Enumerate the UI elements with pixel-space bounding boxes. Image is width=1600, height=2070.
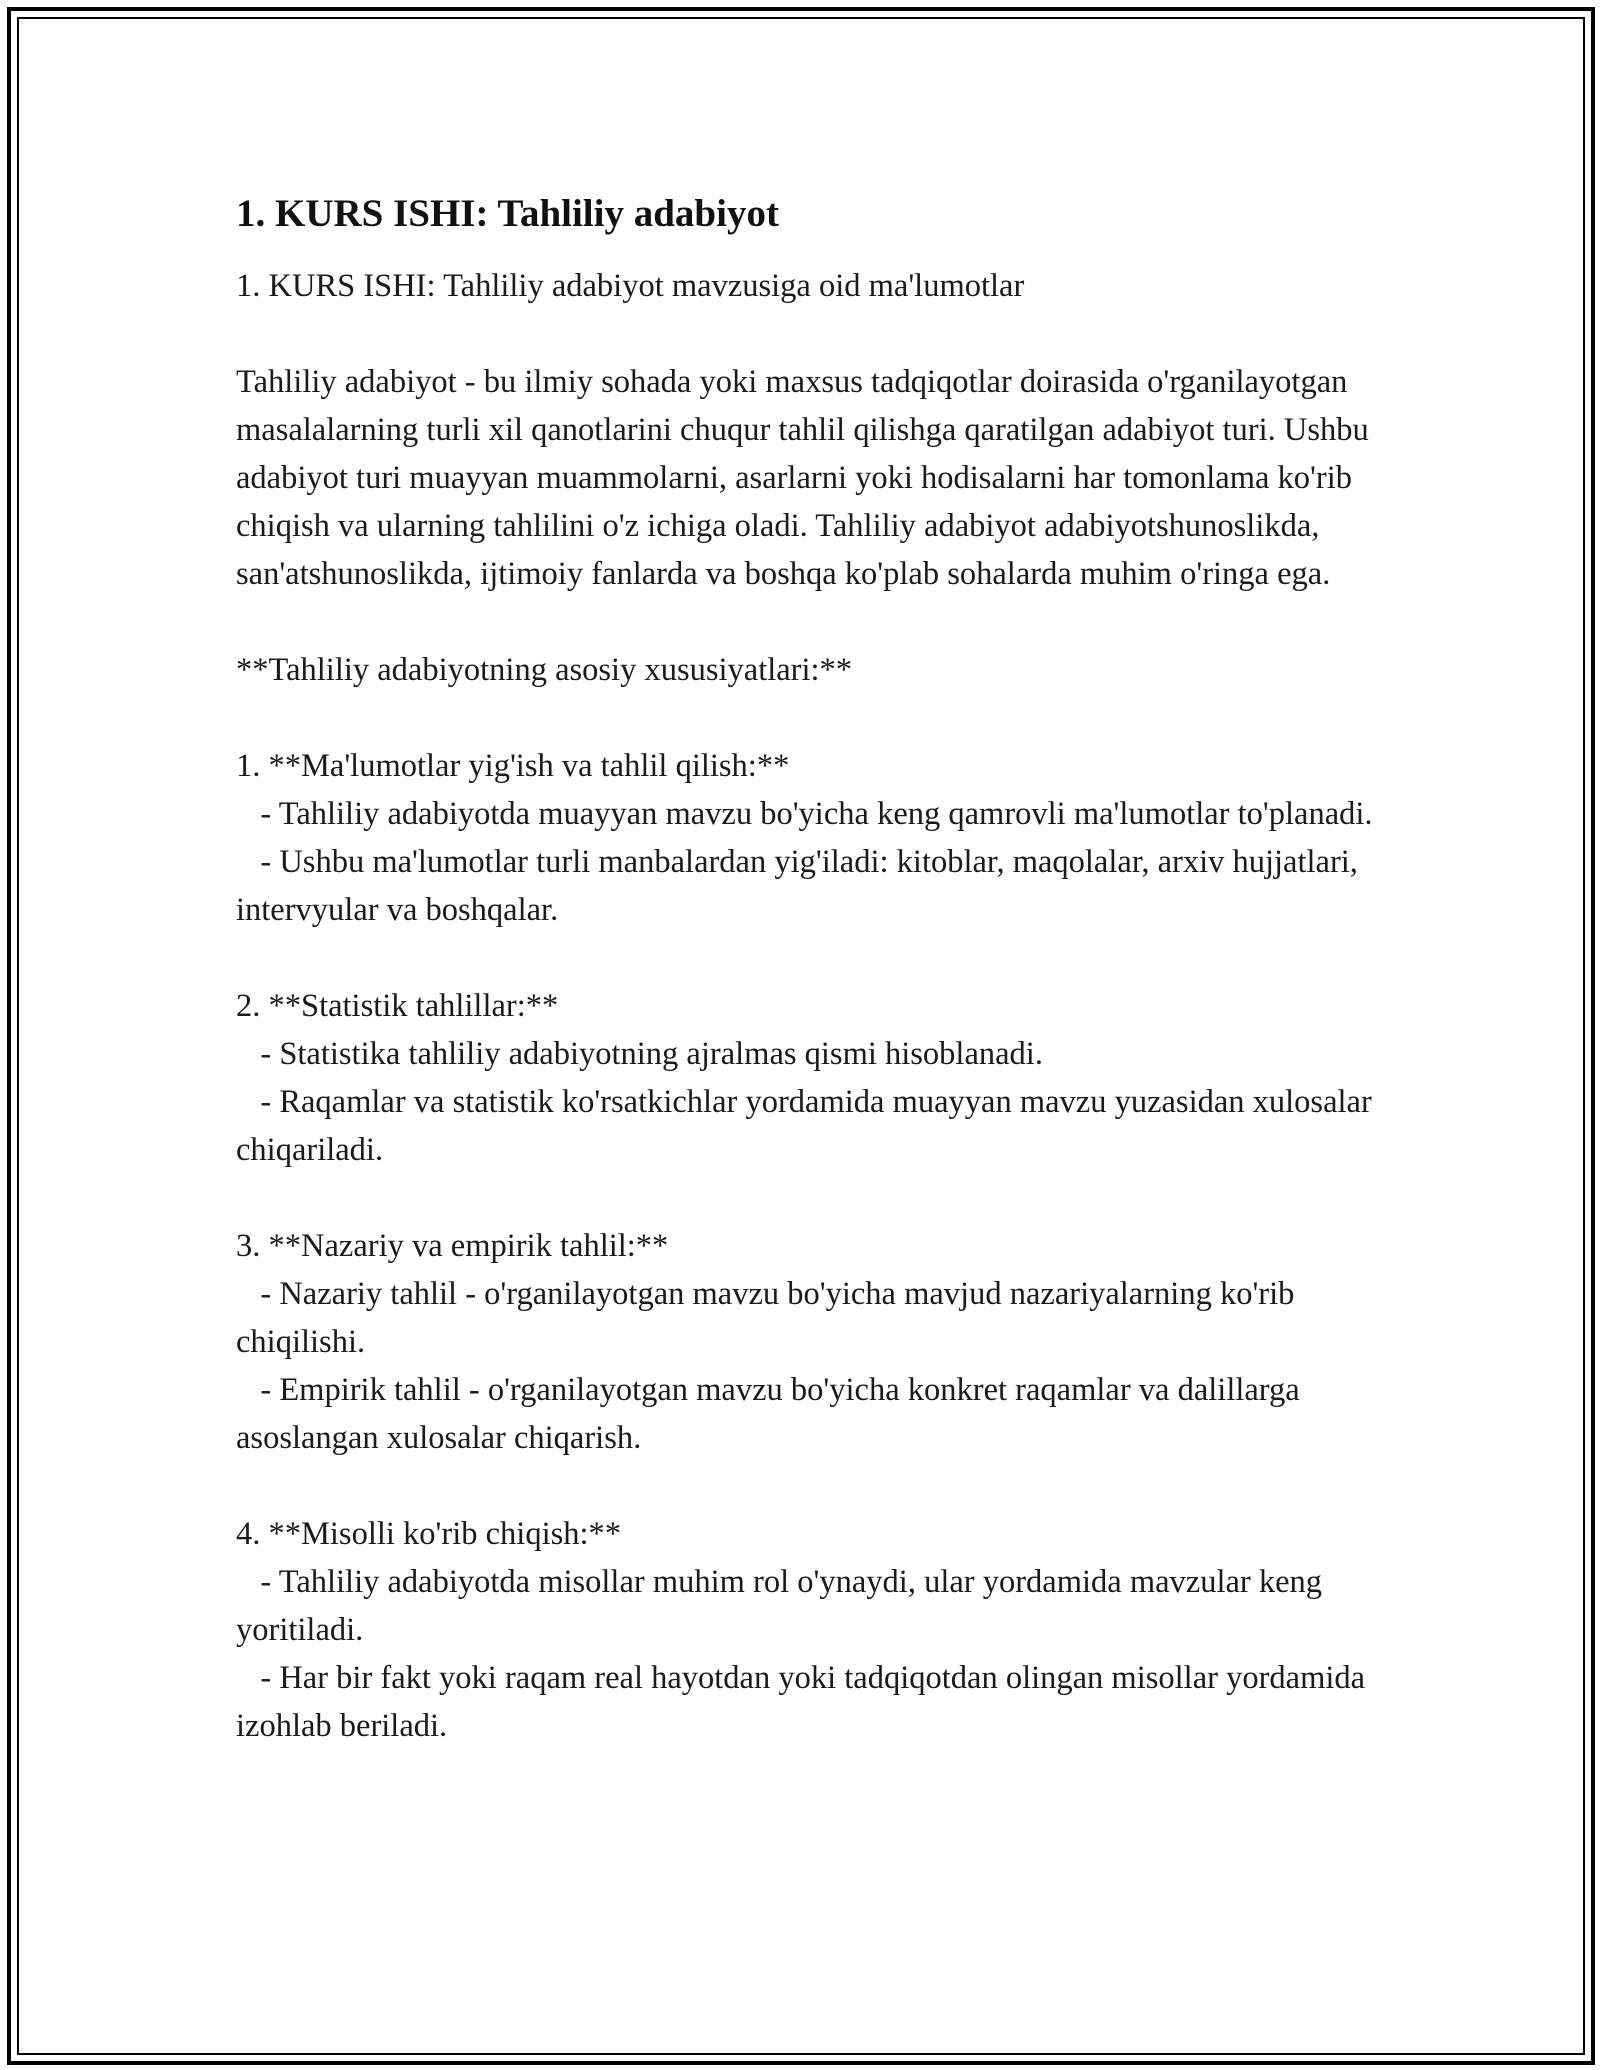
section-point: - Nazariy tahlil - o'rganilayotgan mavzu bo'yicha mavjud nazariyalarning ko'rib chiqilishi. (236, 1276, 1303, 1360)
paragraph-gap (236, 934, 1376, 982)
intro-paragraph: Tahliliy adabiyot - bu ilmiy sohada yoki maxsus tadqiqotlar doirasida o'rganilayotgan masalalarning turli xil qanotlarini chuqur tahlil qilishga qaratilgan adabiyot turi. Ushbu adabiyot turi muayyan muammolarni, asarlarni yoki hodisalarni har tomonlama ko'rib chiqish va ularning tahlilini o'z ichiga oladi. Tahliliy adabiyot adabiyotshunoslikda, san'atshunoslikda, ijtimoiy fanlarda va boshqa ko'plab sohalarda muhim o'ringa ega. (236, 364, 1377, 592)
features-heading: **Tahliliy adabiyotning asosiy xususiyatlari:** (236, 652, 853, 688)
section-point: - Tahliliy adabiyotda muayyan mavzu bo'yicha keng qamrovli ma'lumotlar to'planadi. (236, 796, 1373, 832)
section-point: - Ushbu ma'lumotlar turli manbalardan yig'iladi: kitoblar, maqolalar, arxiv hujjatlari, intervyular va boshqalar. (236, 844, 1367, 928)
section-3 (236, 1222, 1376, 1462)
section-point: - Empirik tahlil - o'rganilayotgan mavzu bo'yicha konkret raqamlar va dalillarga asoslangan xulosalar chiqarish. (236, 1372, 1308, 1456)
paragraph-gap (236, 1462, 1376, 1510)
paragraph-gap (236, 598, 1376, 646)
section-heading: 2. **Statistik tahlillar:** (236, 988, 559, 1024)
document-title: 1. KURS ISHI: Tahliliy adabiyot (236, 192, 779, 235)
paragraph-gap (236, 310, 1376, 358)
section-1 (236, 742, 1376, 934)
section-heading: 4. **Misolli ko'rib chiqish:** (236, 1516, 622, 1552)
section-point: - Har bir fakt yoki raqam real hayotdan yoki tadqiqotdan olingan misollar yordamida izohlab beriladi. (236, 1660, 1374, 1744)
section-2 (236, 982, 1380, 1174)
paragraph-gap (236, 1174, 1376, 1222)
section-heading: 1. **Ma'lumotlar yig'ish va tahlil qilish:** (236, 748, 790, 784)
document-subtitle: 1. KURS ISHI: Tahliliy adabiyot mavzusiga oid ma'lumotlar (236, 268, 1025, 304)
section-point: - Statistika tahliliy adabiyotning ajralmas qismi hisoblanadi. (236, 1036, 1043, 1072)
section-4 (236, 1510, 1376, 1750)
document-body (236, 188, 1380, 1750)
section-point: - Tahliliy adabiyotda misollar muhim rol o'ynaydi, ular yordamida mavzular keng yoritiladi. (236, 1564, 1331, 1648)
section-heading: 3. **Nazariy va empirik tahlil:** (236, 1228, 669, 1264)
paragraph-gap (236, 694, 1376, 742)
section-point: - Raqamlar va statistik ko'rsatkichlar yordamida muayyan mavzu yuzasidan xulosalar chiqariladi. (236, 1084, 1380, 1168)
